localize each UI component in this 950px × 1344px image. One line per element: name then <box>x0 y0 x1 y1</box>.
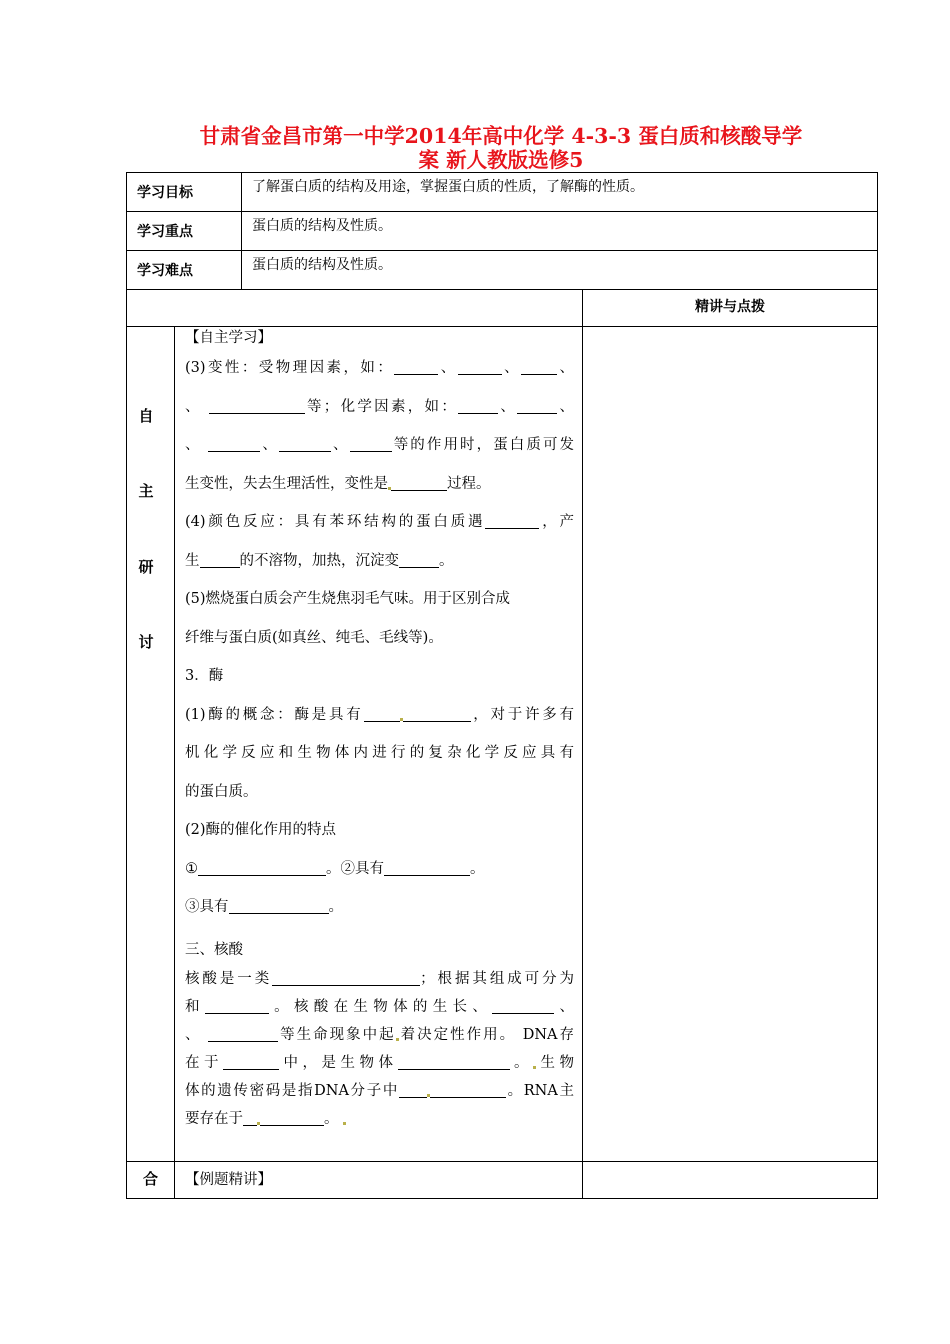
bottom-notes <box>583 1162 878 1199</box>
study-guide-table <box>126 172 878 1199</box>
line-enzyme-heading: 3．酶 <box>185 668 224 684</box>
line-color-reaction-2: 生 的不溶物，加热，沉淀变 。 <box>185 552 454 569</box>
header-explanation: 精讲与点拨 <box>583 290 878 327</box>
line-enzyme-concept-3: 的蛋白质。 <box>185 783 258 800</box>
line-burning-2: 纤维与蛋白质(如真丝、纯毛、毛线等)。 <box>185 629 443 646</box>
side-char-4: 讨 <box>138 633 154 651</box>
line-enzyme-features: (2)酶的催化作用的特点 <box>185 822 337 838</box>
line-denaturation-1: (3)变性：受物理因素，如： 、 、 、 <box>185 360 575 376</box>
value-learning-goal: 了解蛋白质的结构及用途，掌握蛋白质的性质，了解酶的性质。 <box>242 173 878 212</box>
label-key-point: 学习重点 <box>127 212 242 251</box>
side-char-1: 自 <box>138 407 154 425</box>
value-key-point: 蛋白质的结构及性质。 <box>242 212 878 251</box>
example-heading: 【例题精讲】 <box>175 1162 583 1199</box>
label-learning-goal: 学习目标 <box>127 173 242 212</box>
line-enzyme-concept-2: 机化学反应和生物体内进行的复杂化学反应具有 <box>185 745 574 761</box>
line-denaturation-4: 生变性，失去生理活性，变性是 过程。 <box>185 475 491 492</box>
self-study-content <box>175 327 583 1162</box>
line-nucleic-1: 核酸是一类 ；根据其组成可分为 <box>185 970 575 987</box>
line-nucleic-2: 和 。核酸在生物体的生长、 、 <box>185 998 575 1015</box>
line-enzyme-concept-1: (1)酶的概念：酶是具有 ，对于许多有 <box>185 706 574 723</box>
line-burning-1: (5)燃烧蛋白质会产生烧焦羽毛气味。用于区别合成 <box>185 591 511 607</box>
section-heading: 【自主学习】 <box>185 330 272 346</box>
line-nucleic-4: 在于 中，是生物体 。 生物 <box>185 1054 574 1071</box>
document-title-line2: 案 新人教版选修5 <box>418 148 584 172</box>
value-difficult-point: 蛋白质的结构及性质。 <box>242 251 878 290</box>
line-enzyme-feature-3: ③具有 。 <box>185 899 343 915</box>
line-color-reaction-1: (4)颜色反应：具有苯环结构的蛋白质遇 ，产 <box>185 514 575 530</box>
header-left-blank <box>127 290 583 327</box>
side-char-2: 主 <box>138 482 154 500</box>
line-nucleic-3: 、 等生命现象中起 着决定性作用。 DNA存 <box>185 1026 574 1043</box>
line-nucleic-6: 要存在于 。 <box>185 1105 574 1133</box>
label-difficult-point: 学习难点 <box>127 251 242 290</box>
notes-column <box>583 327 878 1162</box>
side-char-3: 研 <box>138 558 154 576</box>
bottom-side-label: 合 <box>127 1162 175 1199</box>
line-denaturation-2: 、 等；化学因素，如： 、 、 <box>185 398 575 415</box>
nucleic-acid-heading: 三、核酸 <box>185 941 243 958</box>
line-nucleic-5: 体的遗传密码是指DNA分子中 。RNA主 <box>185 1082 574 1099</box>
line-enzyme-feature-1-2: ① 。②具有 。 <box>185 860 485 877</box>
document-title-line1: 甘肃省金昌市第一中学2014年高中化学 4-3-3 蛋白质和核酸导学 <box>199 124 803 148</box>
line-denaturation-3: 、 、 、 等的作用时，蛋白质可发 <box>185 437 575 453</box>
side-label-column <box>127 327 175 1162</box>
